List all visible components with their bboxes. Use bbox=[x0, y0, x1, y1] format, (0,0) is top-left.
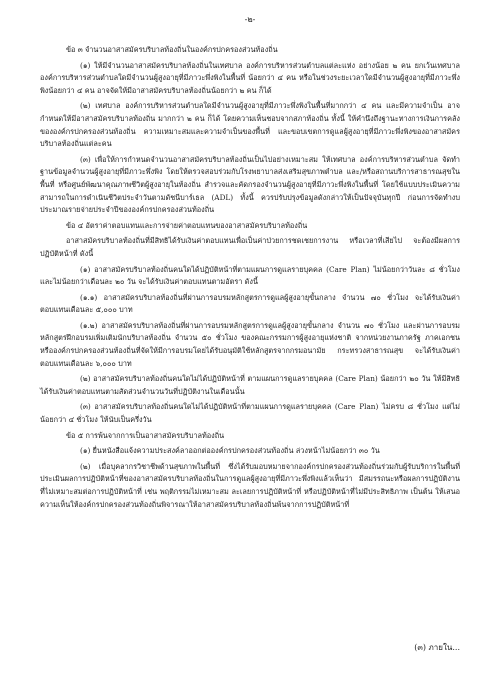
page-number: -๒- bbox=[244, 15, 256, 24]
body-paragraph: ข้อ ๔ อัตราค่าตอบแทนและการจ่ายค่าตอบแทนของอาสาสมัครบริบาลท้องถิ่น bbox=[66, 220, 308, 230]
body-paragraph: (๑) ให้มีจำนวนอาสาสมัครบริบาลท้องถิ่นในเทศบาล องค์การบริหารส่วนตำบลแต่ละแห่ง อย่างน้อย ๒ คน ยกเว้นเทศบาล องค์การบริหารส่วนตำบลใดมีจำนวนผู้สูงอายุที่มีภาวะพึ่งพิงในพื้นที่ น้อยกว่า ๔ คน หรือในช่วงระยะเวลาใดมีจำนวนผู้สูงอายุที่มีภาวะพึ่งพิงน้อยกว่า ๔ คน อาจจัดให้มีอาสาสมัครบริบาลท้องถิ่นน้อยกว่า ๒ คน ก็ได้ bbox=[40, 60, 460, 95]
body-paragraph: (๑) อาสาสมัครบริบาลท้องถิ่นคนใดได้ปฏิบัติหน้าที่ตามแผนการดูแลรายบุคคล (Care Plan) ไม่น้อยกว่าวันละ ๘ ชั่วโมง และไม่น้อยกว่าเดือนละ ๒๐ วัน จะได้รับเงินค่าตอบแทนตามอัตรา ดังนี้ bbox=[40, 264, 460, 287]
body-paragraph: ข้อ ๕ การพ้นจากการเป็นอาสาสมัครบริบาลท้องถิ่น bbox=[66, 430, 225, 440]
document-body bbox=[40, 44, 460, 511]
body-paragraph: (๑.๒) อาสาสมัครบริบาลท้องถิ่นที่ผ่านการอบรมหลักสูตรการดูแลผู้สูงอายุขั้นกลาง จำนวน ๗๐ ชั่วโมง และผ่านการอบรมหลักสูตรฝึกอบรมเพิ่มเติมนักบริบาลท้องถิ่น จำนวน ๕๐ ชั่วโมง ของคณะกรรมการผู้สูงอายุแห่งชาติ จากหน่วยงานภาครัฐ ภาคเอกชน หรือองค์กรปกครองส่วนท้องถิ่นที่จัดให้มีการอบรมโดยได้รับอนุมัติใช้หลักสูตรจากกรมอนามัย กระทรวงสาธารณสุข จะได้รับเงินค่าตอบแทนเดือนละ ๖,๐๐๐ บาท bbox=[40, 320, 460, 368]
body-paragraph: (๑) ยื่นหนังสือแจ้งความประสงค์ลาออกต่อองค์กรปกครองส่วนท้องถิ่น ล่วงหน้าไม่น้อยกว่า ๓๐ วัน bbox=[80, 446, 380, 456]
body-paragraph: (๒) เทศบาล องค์การบริหารส่วนตำบลใดมีจำนวนผู้สูงอายุที่มีภาวะพึ่งพิงในพื้นที่มากกว่า ๔ คน และมีความจำเป็น อาจกำหนดให้มีอาสาสมัครบริบาลท้องถิ่น มากกว่า ๒ คน ก็ได้ โดยความเห็นชอบจากสภาท้องถิ่น ทั้งนี้ ให้คำนึงถึงฐานะทางการเงินการคลังขององค์กรปกครองส่วนท้องถิ่น ความเหมาะสมและความจำเป็นของพื้นที่ และขอบเขตการดูแลผู้สูงอายุที่มีภาวะพึ่งพิงของอาสาสมัครบริบาลท้องถิ่นแต่ละคน bbox=[40, 101, 460, 149]
body-paragraph: อาสาสมัครบริบาลท้องถิ่นที่มีสิทธิได้รับเงินค่าตอบแทนเพื่อเป็นค่าป่วยการชดเชยการงาน หรือเวลาที่เสียไป จะต้องมีผลการปฏิบัติหน้าที่ ดังนี้ bbox=[40, 236, 460, 258]
body-paragraph: (๑.๑) อาสาสมัครบริบาลท้องถิ่นที่ผ่านการอบรมหลักสูตรการดูแลผู้สูงอายุขั้นกลาง จำนวน ๗๐ ชั่วโมง จะได้รับเงินค่าตอบแทนเดือนละ ๕,๐๐๐ บาท bbox=[40, 292, 460, 315]
body-paragraph: (๒) เมื่อบุคลากรวิชาชีพด้านสุขภาพในพื้นที่ ซึ่งได้รับมอบหมายจากองค์กรปกครองส่วนท้องถิ่นร่วมกับผู้รับบริการในพื้นที่ ประเมินผลการปฏิบัติหน้าที่ของอาสาสมัครบริบาลท้องถิ่นในการดูแลผู้สูงอายุที่มีภาวะพึ่งพิงแล้วเห็นว่า มีสมรรถนะหรือผลการปฏิบัติงานที่ไม่เหมาะสมต่อการปฏิบัติหน้าที่ เช่น พฤติกรรมไม่เหมาะสม ละเลยการปฏิบัติหน้าที่ หรือปฏิบัติหน้าที่ไม่มีประสิทธิภาพ เป็นต้น ให้เสนอความเห็นให้องค์กรปกครองส่วนท้องถิ่นพิจารณาให้อาสาสมัครบริบาลท้องถิ่นพ้นจากการปฏิบัติหน้าที่ bbox=[40, 461, 460, 509]
body-paragraph: ข้อ ๓ จำนวนอาสาสมัครบริบาลท้องถิ่นในองค์กรปกครองส่วนท้องถิ่น bbox=[66, 45, 278, 54]
body-paragraph: (๓) อาสาสมัครบริบาลท้องถิ่นคนใดไม่ได้ปฏิบัติหน้าที่ตามแผนการดูแลรายบุคคล (Care Plan) ไม่ครบ ๘ ชั่วโมง แต่ไม่น้อยกว่า ๔ ชั่วโมง ให้นับเป็นครึ่งวัน bbox=[40, 402, 460, 425]
continuation-footer: (๓) ภายใน... bbox=[414, 643, 460, 652]
body-paragraph: (๓) เพื่อให้การกำหนดจำนวนอาสาสมัครบริบาลท้องถิ่นเป็นไปอย่างเหมาะสม ให้เทศบาล องค์การบริหารส่วนตำบล จัดทำฐานข้อมูลจำนวนผู้สูงอายุที่มีภาวะพึ่งพิง โดยให้ตรวจสอบร่วมกับโรงพยาบาลส่งเสริมสุขภาพตำบล และ/หรือสถานบริการสาธารณสุขในพื้นที่ หรือศูนย์พัฒนาคุณภาพชีวิตผู้สูงอายุในท้องถิ่น สำรวจและคัดกรองจำนวนผู้สูงอายุที่มีภาวะพึ่งพิงในพื้นที่ โดยใช้แบบประเมินความสามารถในการดำเนินชีวิตประจำวันตามดัชนีบาร์เธล (ADL) ทั้งนี้ ควรปรับปรุงข้อมูลดังกล่าวให้เป็นปัจจุบันทุกปี ก่อนการจัดทำงบประมาณรายจ่ายประจำปีขององค์กรปกครองส่วนท้องถิ่น bbox=[40, 154, 460, 215]
body-paragraph: (๒) อาสาสมัครบริบาลท้องถิ่นคนใดไม่ได้ปฏิบัติหน้าที่ ตามแผนการดูแลรายบุคคล (Care Plan) น้อยกว่า ๒๐ วัน ให้มีสิทธิได้รับเงินค่าตอบแทนตามสัดส่วนจำนวนวันที่ปฏิบัติงานในเดือนนั้น bbox=[40, 374, 460, 396]
